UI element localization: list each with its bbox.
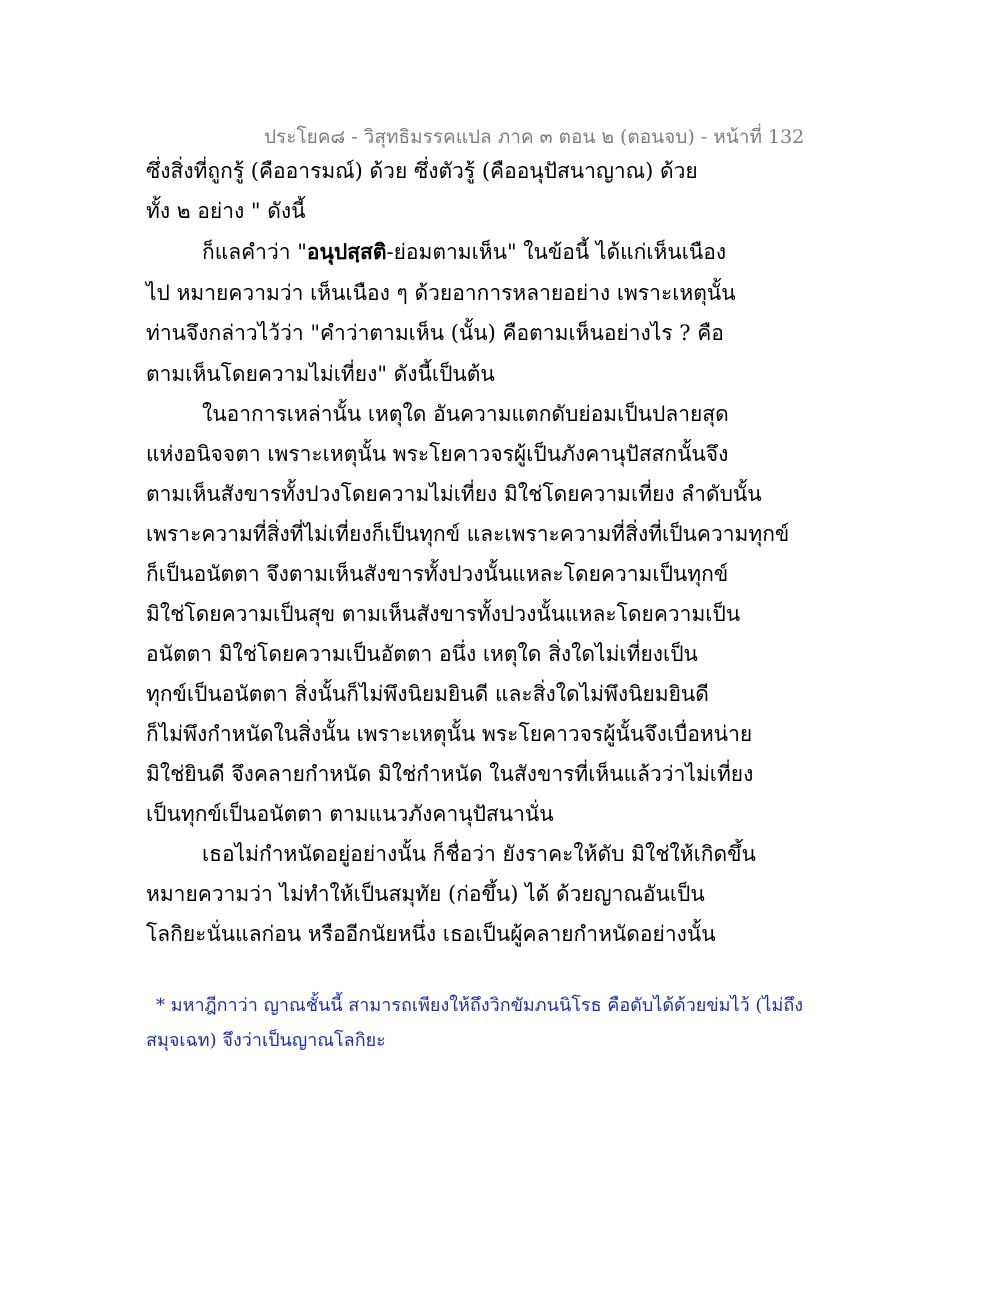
text-line: ทุกข์เป็นอนัตตา สิ่งนั้นก็ไม่พึงนิยมยินดี และสิ่งใดไม่พึงนิยมยินดี bbox=[146, 682, 709, 706]
text-line-paragraph-start bbox=[202, 237, 726, 267]
text-line: เป็นทุกข์เป็นอนัตตา ตามแนวภังคานุปัสนานั่น bbox=[146, 802, 554, 826]
running-header: ประโยค๘ - วิสุทธิมรรคแปล ภาค ๓ ตอน ๒ (ตอนจบ) - หน้าที่ 132 bbox=[264, 126, 805, 148]
text-line: ก็ไม่พึงกำหนัดในสิ่งนั้น เพราะเหตุนั้น พระโยคาวจรผู้นั้นจึงเบื่อหน่าย bbox=[146, 722, 753, 746]
text-line: แห่งอนิจจตา เพราะเหตุนั้น พระโยคาวจรผู้เป็นภังคานุปัสสกนั้นจึง bbox=[146, 442, 729, 466]
text-line: ซึ่งสิ่งที่ถูกรู้ (คืออารมณ์) ด้วย ซึ่งตัวรู้ (คืออนุปัสนาญาณ) ด้วย bbox=[146, 159, 698, 183]
text-line: ก็เป็นอนัตตา จึงตามเห็นสังขารทั้งปวงนั้นแหละโดยความเป็นทุกข์ bbox=[146, 562, 729, 586]
pali-term: อนุปสฺสติ bbox=[306, 239, 387, 264]
text-fragment: -ย่อมตามเห็น" ในข้อนี้ ได้แก่เห็นเนือง bbox=[386, 240, 727, 264]
text-line: มิใช่โดยความเป็นสุข ตามเห็นสังขารทั้งปวงนั้นแหละโดยความเป็น bbox=[146, 602, 741, 626]
text-line-paragraph-start: เธอไม่กำหนัดอยู่อย่างนั้น ก็ชื่อว่า ยังราคะให้ดับ มิใช่ให้เกิดขึ้น bbox=[202, 842, 756, 866]
text-line-paragraph-start: ในอาการเหล่านั้น เหตุใด อันความแตกดับย่อมเป็นปลายสุด bbox=[202, 402, 729, 426]
text-line: เพราะความที่สิ่งที่ไม่เที่ยงก็เป็นทุกข์ และเพราะความที่สิ่งที่เป็นความทุกข์ bbox=[146, 522, 790, 546]
text-line: อนัตตา มิใช่โดยความเป็นอัตตา อนึ่ง เหตุใด สิ่งใดไม่เที่ยงเป็น bbox=[146, 642, 698, 666]
text-line: ตามเห็นโดยความไม่เที่ยง" ดังนี้เป็นต้น bbox=[146, 362, 495, 386]
text-line: มิใช่ยินดี จึงคลายกำหนัด มิใช่กำหนัด ในสังขารที่เห็นแล้วว่าไม่เที่ยง bbox=[146, 762, 754, 786]
footnote-line: * มหาฎีกาว่า ญาณชั้นนี้ สามารถเพียงให้ถึงวิกขัมภนนิโรธ คือดับได้ด้วยข่มไว้ (ไม่ถึง bbox=[156, 995, 804, 1016]
text-line: ไป หมายความว่า เห็นเนือง ๆ ด้วยอาการหลายอย่าง เพราะเหตุนั้น bbox=[146, 281, 736, 305]
text-line: โลกิยะนั่นแลก่อน หรืออีกนัยหนึ่ง เธอเป็นผู้คลายกำหนัดอย่างนั้น bbox=[146, 922, 716, 946]
text-line: ทั้ง ๒ อย่าง " ดังนี้ bbox=[146, 199, 306, 223]
text-line: ท่านจึงกล่าวไว้ว่า "คำว่าตามเห็น (นั้น) คือตามเห็นอย่างไร ? คือ bbox=[146, 321, 724, 345]
text-line: หมายความว่า ไม่ทำให้เป็นสมุทัย (ก่อขึ้น) ได้ ด้วยญาณอันเป็น bbox=[146, 882, 705, 906]
footnote-line: สมุจเฉท) จึงว่าเป็นญาณโลกิยะ bbox=[146, 1030, 386, 1051]
text-fragment: ก็แลคำว่า " bbox=[202, 240, 307, 264]
text-line: ตามเห็นสังขารทั้งปวงโดยความไม่เที่ยง มิใช่โดยความเที่ยง ลำดับนั้น bbox=[146, 482, 762, 506]
